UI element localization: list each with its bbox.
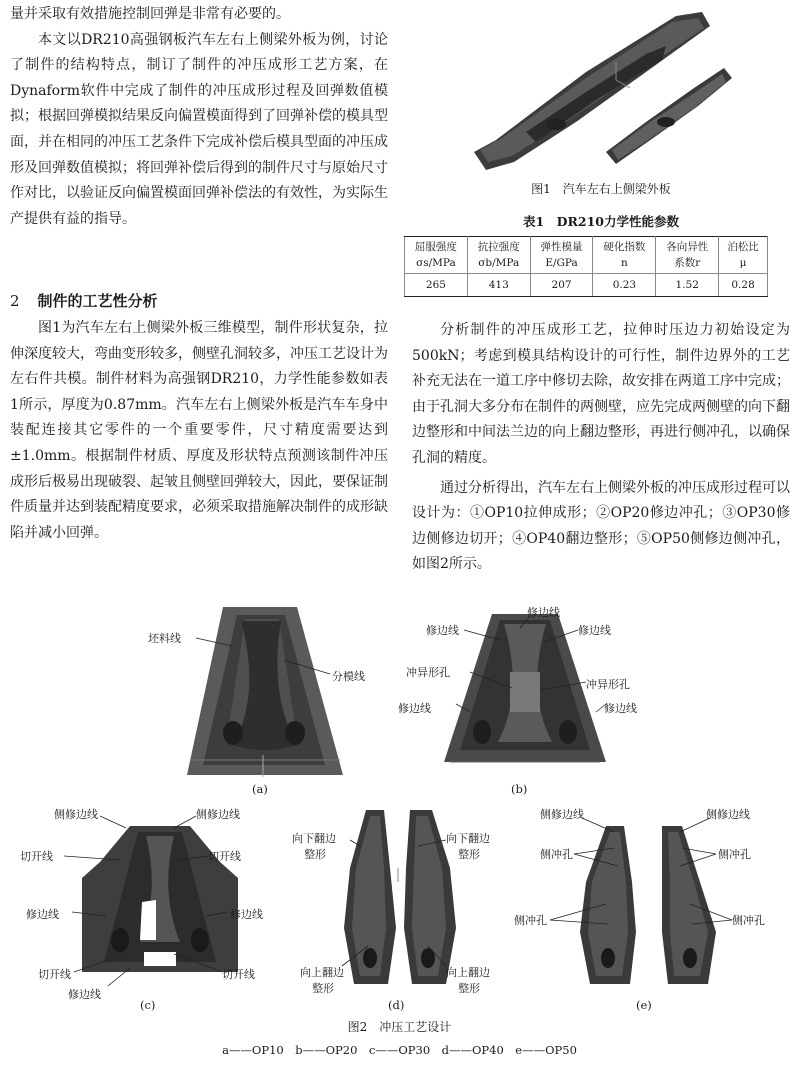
table-header-cell: 弹性模量 E/GPa: [530, 237, 593, 274]
table-header-cell: 硬化指数 n: [593, 237, 656, 274]
label-trim-line-lower-right: 修边线: [604, 702, 637, 715]
label-side-trim-line-right: 侧修边线: [706, 808, 750, 821]
figure2-legend: a——OP10 b——OP20 c——OP30 d——OP40 e——OP50: [222, 1043, 577, 1057]
left-column: [10, 2, 388, 232]
label-trim-line-left: 修边线: [426, 624, 459, 637]
label-side-trim-line-right: 侧修边线: [196, 808, 240, 821]
label-side-trim-line-left: 侧修边线: [540, 808, 584, 821]
paragraph: 量并采取有效措施控制回弹是非常有必要的。: [10, 6, 290, 22]
panel-b-leader-lines: [420, 608, 620, 718]
table-cell: 413: [467, 274, 530, 297]
panel-e-leader-lines: [510, 804, 790, 944]
label-blank-line: 坯料线: [148, 632, 181, 645]
table-cell: 0.23: [593, 274, 656, 297]
paragraph: 分析制件的冲压成形工艺，拉伸时压边力初始设定为500kN；考虑到模具结构设计的可行性，制件边界外的工艺补充无法在一道工序中修切去除，故安排在两道工序中完成；由于孔洞大多分布在制件的两侧壁，应先完成两侧壁的向下翻边整形和中间法兰边的向上翻边整形，再进行侧冲孔，以确保孔洞的精度。: [412, 322, 790, 466]
section-heading: [10, 290, 158, 311]
table-row: [405, 274, 768, 297]
label-side-trim-line-left: 侧修边线: [54, 808, 98, 821]
label-downward-flange-shaping: 整形: [304, 848, 326, 861]
figure2-sub-b: (b): [511, 782, 528, 796]
figure2-sub-c: (c): [140, 998, 156, 1012]
panel-a-leader-lines: [180, 630, 360, 690]
label-trim-line-lower-left: 修边线: [398, 702, 431, 715]
label-upward-flange-right: 向上翻边: [446, 966, 490, 979]
material-properties-table: [404, 236, 768, 297]
table1-title: 表1 DR210力学性能参数: [522, 214, 680, 229]
table-header-cell: 泊松比 μ: [719, 237, 768, 274]
paragraph: 通过分析得出，汽车左右上侧梁外板的冲压成形过程可以设计为：①OP10拉伸成形；②OP20修边冲孔；③OP30修边侧修边切开；④OP40翻边整形；⑤OP50侧修边侧冲孔，如图2所示。: [412, 479, 790, 573]
label-cut-line-right: 切开线: [208, 850, 241, 863]
label-shaped-hole-right: 冲异形孔: [586, 678, 630, 691]
table-header-cell: 抗拉强度 σb/MPa: [467, 237, 530, 274]
figure1-image: [466, 2, 736, 174]
table-header-cell: 屈服强度 σs/MPa: [405, 237, 468, 274]
table-cell: 207: [530, 274, 593, 297]
table-header-row: [405, 237, 768, 274]
section-title: 制件的工艺性分析: [37, 292, 158, 310]
label-upward-flange-shaping: 整形: [312, 982, 334, 995]
table-cell: 1.52: [656, 274, 719, 297]
table-header-cell: 各向异性 系数r: [656, 237, 719, 274]
label-cut-line-lower-left: 切开线: [38, 968, 71, 981]
section-number: 2: [10, 292, 20, 310]
figure2-sub-a: (a): [252, 782, 268, 796]
figure2-sub-e: (e): [636, 998, 652, 1012]
paragraph: 图1为汽车左右上侧梁外板三维模型，制件形状复杂，拉伸深度较大，弯曲变形较多，侧壁孔洞较多，冲压工艺设计为左右件共模。制件材料为高强钢DR210，力学性能参数如表1所示，厚度为0.87mm。汽车左右上侧梁外板是汽车车身中装配连接其它零件的一个重要零件，尺寸精度需要达到±1.0mm。根据制件材质、厚度及形状特点预测该制件冲压成形后极易出现破裂、起皱且侧壁回弹较大，因此，要保证制件质量并达到装配精度要求，必须采取措施解决制件的成形缺陷并减小回弹。: [10, 320, 388, 541]
label-shaped-hole-left: 冲异形孔: [406, 666, 450, 679]
label-upward-flange: 向上翻边: [300, 966, 344, 979]
label-side-punch-lower-left: 侧冲孔: [514, 914, 547, 927]
label-side-punch-left: 侧冲孔: [540, 848, 573, 861]
label-cut-line-lower-right: 切开线: [222, 968, 255, 981]
label-upward-flange-shaping-right: 整形: [458, 982, 480, 995]
label-downward-flange-right: 向下翻边: [446, 832, 490, 845]
label-trim-line-top: 修边线: [527, 606, 560, 619]
table-cell: 0.28: [719, 274, 768, 297]
right-column: [412, 318, 790, 578]
label-trim-line-right: 修边线: [578, 624, 611, 637]
figure2-caption: 图2 冲压工艺设计: [347, 1020, 452, 1034]
table-cell: 265: [405, 274, 468, 297]
label-side-punch-lower-right: 侧冲孔: [732, 914, 765, 927]
label-parting-line: 分模线: [332, 670, 365, 683]
paragraph: 本文以DR210高强钢板汽车左右上侧梁外板为例，讨论了制件的结构特点，制订了制件的冲压成形工艺方案，在Dynaform软件中完成了制件的冲压成形过程及回弹数值模拟；根据回弹模拟结果反向偏置模面得到了回弹补偿的模具型面，并在相同的冲压工艺条件下完成补偿后模具型面的冲压成形及回弹数值模拟；将回弹补偿后得到的制件尺寸与原始尺寸作对比，以验证反向偏置模面回弹补偿法的有效性，为实际生产提供有益的指导。: [10, 31, 388, 227]
label-trim-line-left: 修边线: [26, 908, 59, 921]
label-downward-flange: 向下翻边: [292, 832, 336, 845]
label-side-punch-right: 侧冲孔: [718, 848, 751, 861]
label-cut-line-left: 切开线: [20, 850, 53, 863]
panel-d-leader-lines: [290, 826, 510, 986]
label-trim-line-bottom: 修边线: [68, 988, 101, 1001]
panel-c-leader-lines: [20, 804, 270, 994]
figure2-sub-d: (d): [388, 998, 405, 1012]
figure1-caption: 图1 汽车左右上侧梁外板: [531, 182, 671, 196]
label-downward-flange-shaping-right: 整形: [458, 848, 480, 861]
left-column-section2: [10, 316, 388, 546]
label-trim-line-right: 修边线: [230, 908, 263, 921]
